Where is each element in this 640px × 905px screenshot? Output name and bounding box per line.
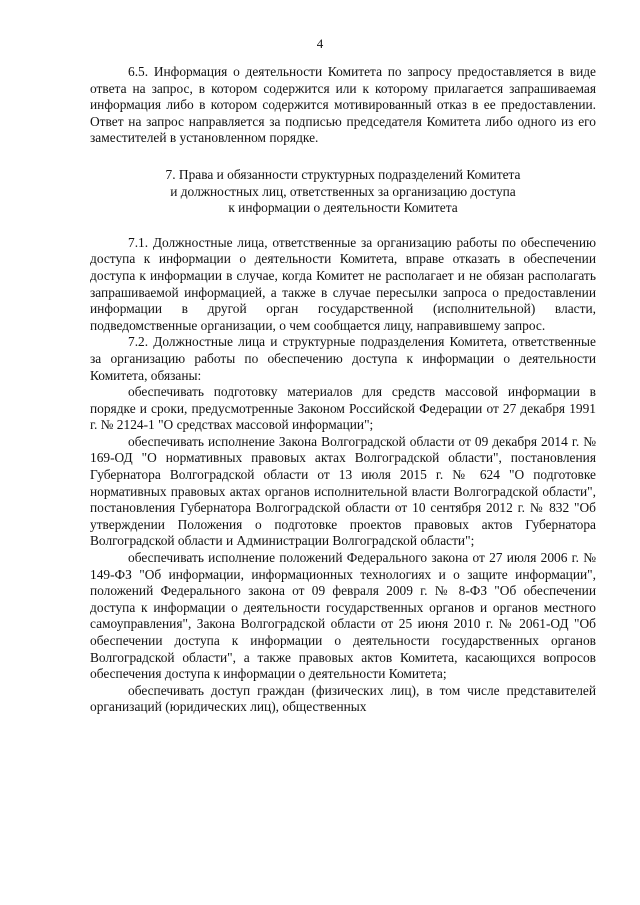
document-body — [90, 64, 596, 716]
section-7-heading-line-1: 7. Права и обязанности структурных подразделений Комитета — [165, 166, 521, 182]
section-7-heading — [90, 167, 596, 217]
duty-item-1: обеспечивать подготовку материалов для средств массовой информации в порядке и сроки, предусмотренные Законом Российской Федерации от 27 декабря 1991 г. № 2124-1 "О средствах массовой информации"; — [90, 384, 596, 433]
duty-item-4: обеспечивать доступ граждан (физических лиц), в том числе представителей организаций (юридических лиц), общественных — [90, 682, 596, 715]
page-number: 4 — [316, 36, 324, 51]
section-7-heading-line-2: и должностных лиц, ответственных за организацию доступа — [170, 183, 516, 199]
paragraph-7-1: 7.1. Должностные лица, ответственные за организацию работы по обеспечению доступа к информации о деятельности Комитета, вправе отказать в обеспечении доступа к информации в случае, когда Комитет не располагает и не обязан располагать запрашиваемой информацией, а также в случае пересылки запроса о предоставлении информации в другой орган государственной (исполнительной) власти, подведомственные организации, о чем сообщается лицу, направившему запрос. — [90, 234, 596, 333]
duty-item-2: обеспечивать исполнение Закона Волгоградской области от 09 декабря 2014 г. № 169-ОД "О нормативных правовых актах Волгоградской области", постановления Губернатора Волгоградской области от 13 июля 2015 г. № 624 "О подготовке нормативных правовых актах органов исполнительной власти Волгоградской области", постановления Губернатора Волгоградской области от 10 сентября 2012 г. № 832 "Об утверждении Положения о подготовке проектов правовых актов Губернатора Волгоградской области и Администрации Волгоградской области"; — [90, 433, 596, 549]
paragraph-7-2: 7.2. Должностные лица и структурные подразделения Комитета, ответственные за организацию работы по обеспечению доступа к информации о деятельности Комитета, обязаны: — [90, 334, 596, 383]
section-7-heading-line-3: к информации о деятельности Комитета — [228, 200, 458, 216]
duty-item-3: обеспечивать исполнение положений Федерального закона от 27 июля 2006 г. № 149-ФЗ "Об информации, информационных технологиях и о защите информации", положений Федерального закона от 09 февраля 2009 г. № 8-ФЗ "Об обеспечении доступа к информации о деятельности государственных органов и органов местного самоуправления", Закона Волгоградской области от 25 июня 2010 г. № 2061-ОД "Об обеспечении доступа к информации о деятельности государственных органов Волгоградской области", а также правовых актов Комитета, касающихся вопросов обеспечения доступа к информации о деятельности Комитета; — [90, 550, 596, 682]
paragraph-6-5: 6.5. Информация о деятельности Комитета по запросу предоставляется в виде ответа на запрос, в котором содержится или к которому прилагается запрашиваемая информация либо в котором содержится мотивированный отказ в ее предоставлении. Ответ на запрос направляется за подписью председателя Комитета либо одного из его заместителей в установленном порядке. — [90, 64, 596, 146]
